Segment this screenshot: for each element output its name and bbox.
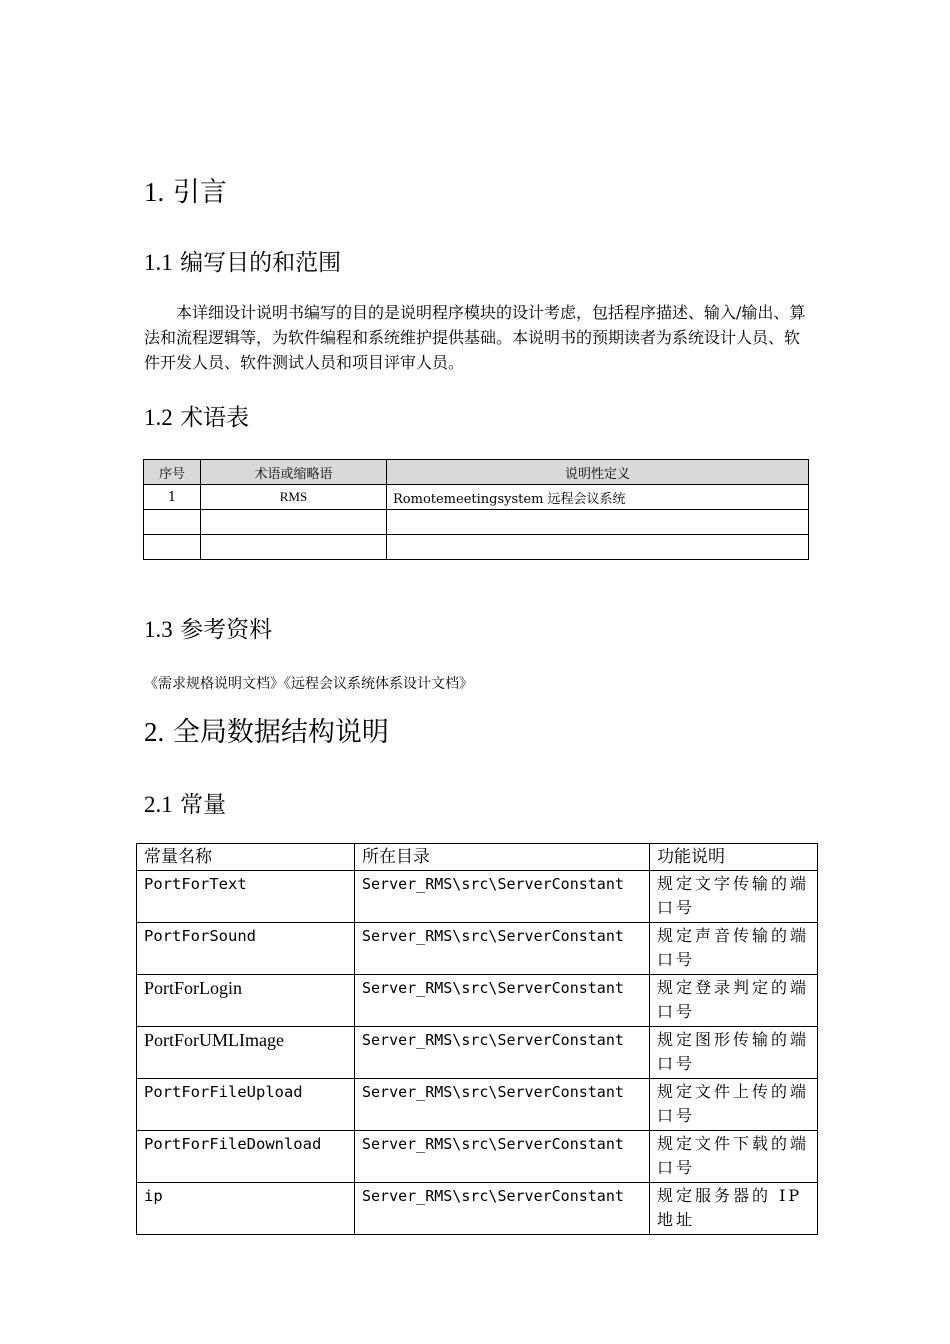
column-header: 所在目录 xyxy=(355,844,650,871)
description-cell: 规定文件上传的端口号 xyxy=(650,1079,818,1131)
description-cell: 规定服务器的 IP 地址 xyxy=(650,1183,818,1235)
table-cell xyxy=(201,535,387,560)
directory-cell: Server_RMS\src\ServerConstant xyxy=(355,1131,650,1183)
heading-title: 全局数据结构说明 xyxy=(172,717,389,748)
table-row xyxy=(137,1027,818,1079)
table-row xyxy=(144,535,809,560)
column-header: 序号 xyxy=(144,460,201,485)
column-header: 说明性定义 xyxy=(387,460,809,485)
table-row xyxy=(144,485,809,510)
constant-name-cell: PortForFileUpload xyxy=(137,1079,355,1131)
heading-purpose-scope xyxy=(144,244,341,277)
constant-name-cell: PortForUMLImage xyxy=(137,1027,355,1079)
intro-paragraph-text: 本详细设计说明书编写的目的是说明程序模块的设计考虑，包括程序描述、输入/输出、算法和流程逻辑等，为软件编程和系统维护提供基础。本说明书的预期读者为系统设计人员、软件开发人员、软件测试人员和项目评审人员。 xyxy=(144,303,806,372)
table-row xyxy=(144,510,809,535)
heading-glossary xyxy=(144,399,249,432)
table-header-row xyxy=(137,844,818,871)
table-cell xyxy=(201,510,387,535)
table-cell: 1 xyxy=(144,485,201,510)
directory-cell: Server_RMS\src\ServerConstant xyxy=(355,975,650,1027)
directory-cell: Server_RMS\src\ServerConstant xyxy=(355,923,650,975)
heading-introduction xyxy=(144,170,227,209)
intro-paragraph xyxy=(144,300,814,375)
heading-number: 2. xyxy=(144,717,165,747)
constant-name-cell: PortForText xyxy=(137,871,355,923)
directory-cell: Server_RMS\src\ServerConstant xyxy=(355,871,650,923)
constant-name-cell: ip xyxy=(137,1183,355,1235)
references-text: 《需求规格说明文档》《远程会议系统体系设计文档》 xyxy=(144,676,473,692)
heading-number: 2.1 xyxy=(144,792,173,817)
table-row xyxy=(137,871,818,923)
heading-title: 术语表 xyxy=(180,405,250,431)
heading-number: 1.2 xyxy=(144,405,173,430)
table-row xyxy=(137,1131,818,1183)
heading-constants xyxy=(144,786,226,819)
heading-title: 常量 xyxy=(180,792,227,818)
table-cell xyxy=(387,535,809,560)
constant-name-cell: PortForLogin xyxy=(137,975,355,1027)
table-row xyxy=(137,975,818,1027)
description-cell: 规定文件下载的端口号 xyxy=(650,1131,818,1183)
table-row xyxy=(137,923,818,975)
heading-references xyxy=(144,611,272,644)
description-cell: 规定登录判定的端口号 xyxy=(650,975,818,1027)
table-cell: RMS xyxy=(201,485,387,510)
constant-name-cell: PortForFileDownload xyxy=(137,1131,355,1183)
directory-cell: Server_RMS\src\ServerConstant xyxy=(355,1027,650,1079)
heading-number: 1. xyxy=(144,177,165,207)
heading-title: 参考资料 xyxy=(180,617,273,643)
directory-cell: Server_RMS\src\ServerConstant xyxy=(355,1079,650,1131)
heading-title: 引言 xyxy=(172,177,227,208)
description-cell: 规定声音传输的端口号 xyxy=(650,923,818,975)
glossary-table xyxy=(143,459,809,560)
table-cell xyxy=(387,510,809,535)
constants-table xyxy=(136,843,818,1235)
table-cell: Romotemeetingsystem 远程会议系统 xyxy=(387,485,809,510)
heading-title: 编写目的和范围 xyxy=(180,250,342,276)
table-cell xyxy=(144,535,201,560)
column-header: 术语或缩略语 xyxy=(201,460,387,485)
directory-cell: Server_RMS\src\ServerConstant xyxy=(355,1183,650,1235)
column-header: 常量名称 xyxy=(137,844,355,871)
table-row xyxy=(137,1183,818,1235)
table-header-row xyxy=(144,460,809,485)
description-cell: 规定图形传输的端口号 xyxy=(650,1027,818,1079)
heading-global-data-structures xyxy=(144,710,389,749)
column-header: 功能说明 xyxy=(650,844,818,871)
heading-number: 1.1 xyxy=(144,250,173,275)
table-row xyxy=(137,1079,818,1131)
heading-number: 1.3 xyxy=(144,617,173,642)
constant-name-cell: PortForSound xyxy=(137,923,355,975)
description-cell: 规定文字传输的端口号 xyxy=(650,871,818,923)
table-cell xyxy=(144,510,201,535)
